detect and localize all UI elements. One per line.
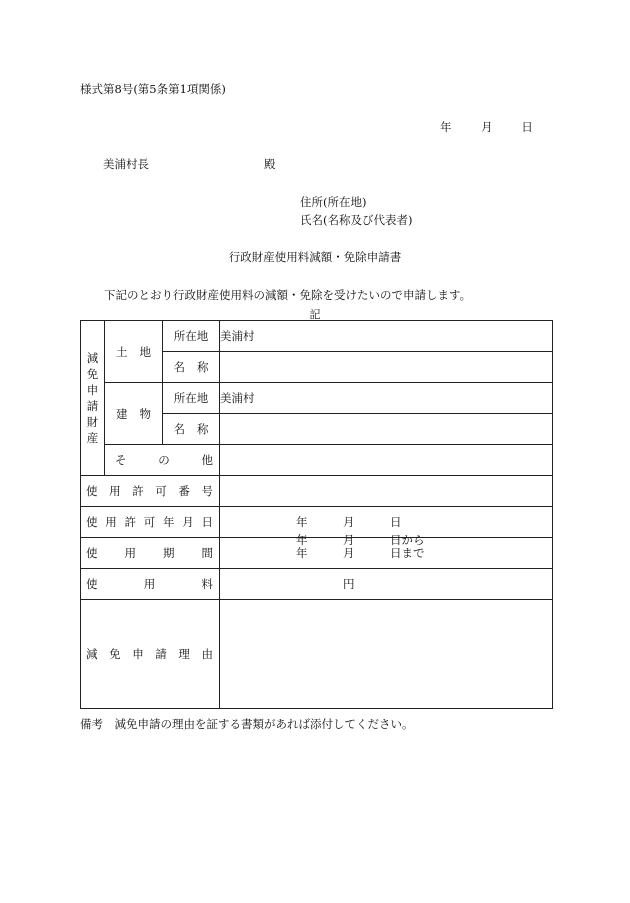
other-value <box>220 445 553 476</box>
honorific: 殿 <box>264 157 276 171</box>
building-name-value <box>220 414 553 445</box>
date-year: 年 <box>440 120 452 134</box>
applicant-name-label: 氏名(名称及び代表者) <box>300 213 413 227</box>
table-row <box>81 476 553 507</box>
land-location-value: 美浦村 <box>220 321 553 352</box>
permit-date-value: 年 月 日 <box>220 507 553 538</box>
reason-label: 減 免 申 請 理 由 <box>81 600 220 709</box>
building-location-value: 美浦村 <box>220 383 553 414</box>
table-row <box>81 600 553 709</box>
date-month: 月 <box>481 120 493 134</box>
application-table <box>80 320 553 709</box>
permit-date-label: 使 用 許 可 年 月 日 <box>81 507 220 538</box>
other-label: そ の 他 <box>105 445 220 476</box>
form-number: 様式第8号(第5条第1項関係) <box>80 82 226 96</box>
property-group-label: 減 免 申 請 財 産 <box>81 321 105 476</box>
land-name-label: 名 称 <box>163 352 220 383</box>
table-row <box>81 383 553 414</box>
table-row <box>81 445 553 476</box>
document-title: 行政財産使用料減額・免除申請書 <box>228 250 402 264</box>
fee-value: 円 <box>220 569 553 600</box>
remarks-note: 備考 減免申請の理由を証する書類があれば添付してください。 <box>80 717 414 731</box>
ki-heading: 記 <box>309 308 321 321</box>
table-row <box>81 321 553 352</box>
addressee-name: 美浦村長 <box>103 157 149 171</box>
intro-text: 下記のとおり行政財産使用料の減額・免除を受けたいので申請します。 <box>104 288 472 302</box>
date-day: 日 <box>521 120 533 134</box>
building-label: 建 物 <box>105 383 163 445</box>
building-location-label: 所在地 <box>163 383 220 414</box>
application-date <box>440 119 533 135</box>
fee-label: 使 用 料 <box>81 569 220 600</box>
applicant-block <box>300 193 412 229</box>
land-name-value <box>220 352 553 383</box>
land-label: 土 地 <box>105 321 163 383</box>
permit-number-label: 使 用 許 可 番 号 <box>81 476 220 507</box>
table-row <box>81 569 553 600</box>
period-value: 年 月 日から 年 月 日まで <box>220 538 553 569</box>
table-row <box>81 507 553 538</box>
period-label: 使 用 期 間 <box>81 538 220 569</box>
land-location-label: 所在地 <box>163 321 220 352</box>
building-name-label: 名 称 <box>163 414 220 445</box>
addressee <box>103 156 276 172</box>
table-row <box>81 538 553 569</box>
applicant-address-label: 住所(所在地) <box>300 195 367 209</box>
permit-number-value <box>220 476 553 507</box>
reason-value <box>220 600 553 709</box>
